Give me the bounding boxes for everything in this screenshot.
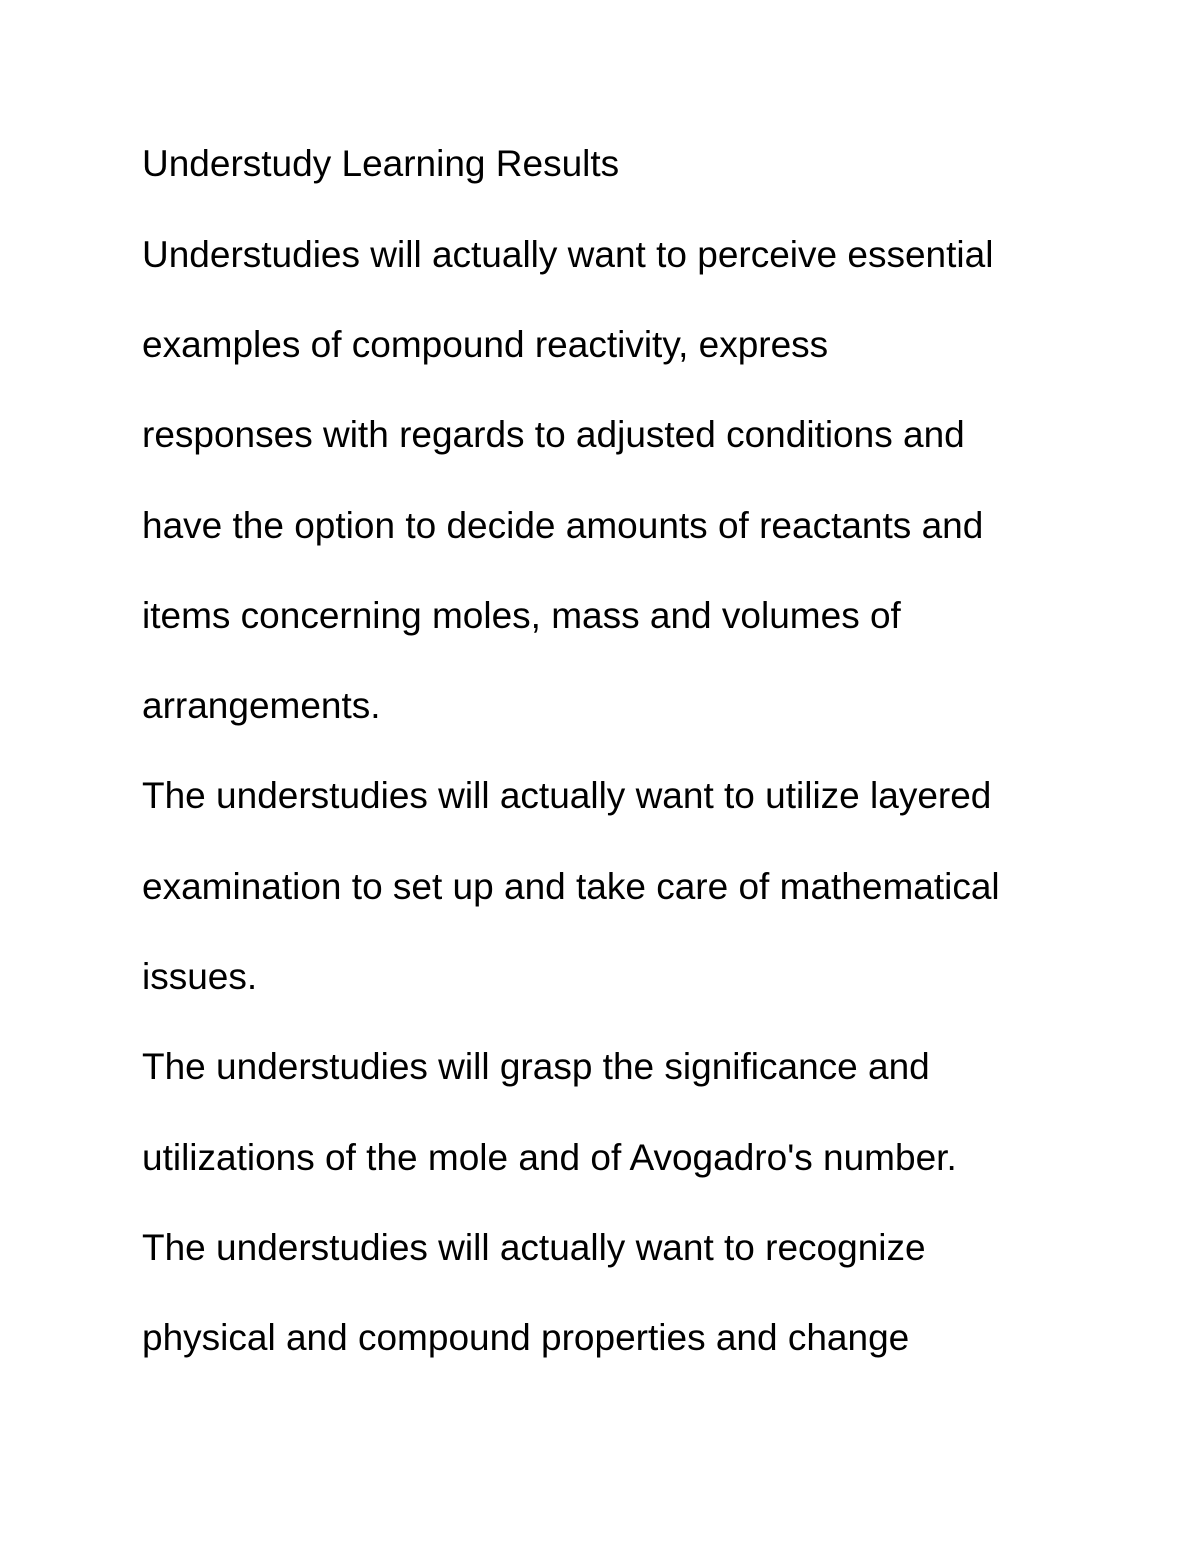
text-line: physical and compound properties and change bbox=[142, 1317, 910, 1358]
text-line: utilizations of the mole and of Avogadro's number. bbox=[142, 1137, 957, 1178]
text-line: The understudies will actually want to utilize layered bbox=[142, 775, 992, 816]
text-line: examples of compound reactivity, express bbox=[142, 324, 829, 365]
text-line: The understudies will actually want to recognize bbox=[142, 1227, 926, 1268]
text-line: items concerning moles, mass and volumes of bbox=[142, 595, 901, 636]
text-line: Understudies will actually want to perceive essential bbox=[142, 234, 994, 275]
text-line: arrangements. bbox=[142, 685, 381, 726]
document-title: Understudy Learning Results bbox=[142, 143, 620, 184]
text-line: responses with regards to adjusted conditions and bbox=[142, 414, 965, 455]
text-line: The understudies will grasp the significance and bbox=[142, 1046, 930, 1087]
text-line: examination to set up and take care of mathematical bbox=[142, 866, 1000, 907]
text-line: issues. bbox=[142, 956, 258, 997]
text-line: have the option to decide amounts of reactants and bbox=[142, 505, 984, 546]
